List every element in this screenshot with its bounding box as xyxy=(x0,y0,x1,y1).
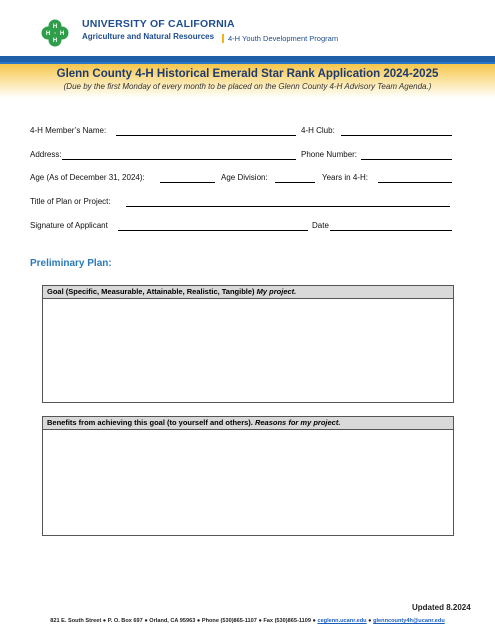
signature-field[interactable] xyxy=(118,230,308,231)
due-note: (Due by the first Monday of every month to be placed on the Glenn County 4-H Advisory Team Agenda.) xyxy=(63,82,432,91)
club-field[interactable] xyxy=(341,135,452,136)
footer-email-link[interactable]: glenncounty4h@ucanr.edu xyxy=(373,618,445,624)
age-label: Age (As of December 31, 2024): xyxy=(30,173,145,182)
row-name-club xyxy=(30,126,452,138)
signature-label: Signature of Applicant xyxy=(30,221,108,230)
benefits-label: Benefits from achieving this goal (to yourself and others). xyxy=(47,418,253,427)
goal-text-area[interactable] xyxy=(43,299,453,402)
address-field[interactable] xyxy=(62,159,296,160)
goal-hint: My project. xyxy=(256,287,297,296)
years-in-field[interactable] xyxy=(378,182,452,183)
member-name-field[interactable] xyxy=(116,135,296,136)
svg-text:H: H xyxy=(52,24,58,30)
benefits-box-header xyxy=(43,417,453,430)
phone-field[interactable] xyxy=(361,159,452,160)
years-in-label: Years in 4-H: xyxy=(322,173,368,182)
row-signature-date xyxy=(30,221,452,233)
phone-label: Phone Number: xyxy=(301,150,358,159)
date-field[interactable] xyxy=(330,230,452,231)
date-label: Date xyxy=(312,221,329,230)
benefits-text-area[interactable] xyxy=(43,430,453,535)
footer xyxy=(0,618,495,624)
benefits-hint: Reasons for my project. xyxy=(254,418,341,427)
goal-label: Goal (Specific, Measurable, Attainable, Realistic, Tangible) xyxy=(47,287,255,296)
updated-date: Updated 8.2024 xyxy=(412,603,471,612)
row-title-plan xyxy=(30,197,452,209)
division-name: Agriculture and Natural Resources xyxy=(82,32,215,41)
club-label: 4-H Club: xyxy=(301,126,335,135)
address-label: Address: xyxy=(30,150,62,159)
document-title: Glenn County 4-H Historical Emerald Star Rank Application 2024-2025 xyxy=(56,68,439,80)
footer-website-link[interactable]: ceglenn.ucanr.edu xyxy=(317,618,367,624)
goal-box xyxy=(42,285,454,403)
benefits-box xyxy=(42,416,454,536)
row-age xyxy=(30,173,452,185)
header-divider xyxy=(222,34,224,43)
footer-separator: ● xyxy=(366,618,374,624)
row-address-phone xyxy=(30,150,452,162)
program-name: 4-H Youth Development Program xyxy=(228,34,339,43)
age-division-label: Age Division: xyxy=(221,173,268,182)
age-field[interactable] xyxy=(160,182,215,183)
svg-text:H: H xyxy=(59,31,65,37)
goal-box-header xyxy=(43,286,453,299)
svg-text:H: H xyxy=(52,38,58,44)
org-name: UNIVERSITY OF CALIFORNIA xyxy=(82,18,235,30)
title-plan-label: Title of Plan or Project: xyxy=(30,197,111,206)
preliminary-plan-heading: Preliminary Plan: xyxy=(30,258,112,269)
svg-text:H: H xyxy=(45,31,51,37)
four-h-clover-logo-icon xyxy=(40,18,70,48)
title-plan-field[interactable] xyxy=(126,206,450,207)
footer-address: 821 E. South Street ● P. O. Box 697 ● Orland, CA 95963 ● Phone (530)865-1107 ● Fax (530)865-1109 ● xyxy=(50,618,318,624)
member-name-label: 4-H Member’s Name: xyxy=(30,126,107,135)
age-division-field[interactable] xyxy=(275,182,315,183)
